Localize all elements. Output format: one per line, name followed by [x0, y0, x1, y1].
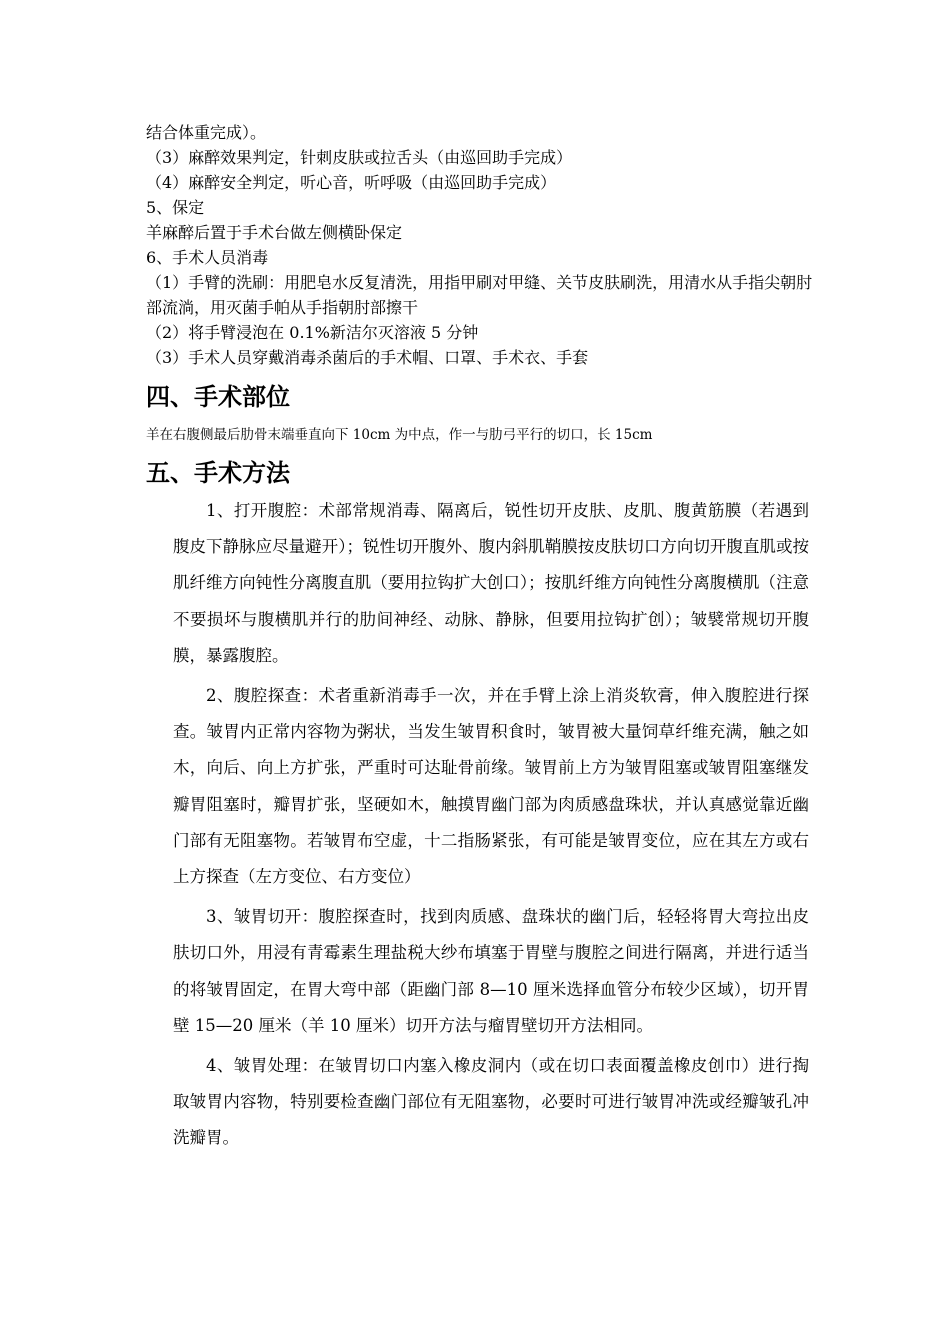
text-line: 羊麻醉后置于手术台做左侧横卧保定: [146, 223, 403, 242]
anesthesia-and-disinfection-text: [146, 120, 816, 370]
text-line: （3）麻醉效果判定，针刺皮肤或拉舌头（由巡回助手完成）: [146, 148, 573, 167]
text-line: （3）手术人员穿戴消毒杀菌后的手术帽、口罩、手术衣、手套: [146, 348, 589, 367]
text-line: （2）将手臂浸泡在 0.1%新洁尔灭溶液 5 分钟: [146, 323, 479, 342]
surgical-method-text: [173, 493, 809, 1161]
surgical-site-text: 羊在右腹侧最后肋骨末端垂直向下 10cm 为中点，作一与肋弓平行的切口，长 15cm: [146, 427, 653, 443]
text-line: （1）手臂的洗刷：用肥皂水反复清洗，用指甲刷对甲缝、关节皮肤刷洗，用清水从手指尖朝肘部流淌，用灭菌手帕从手指朝肘部擦干: [146, 273, 813, 317]
text-line: 5、保定: [146, 198, 205, 217]
section-heading-surgical-method: 五、手术方法: [146, 459, 290, 487]
paragraph: 3、皱胃切开：腹腔探查时，找到肉质感、盘珠状的幽门后，轻轻将胃大弯拉出皮肤切口外，用浸有青霉素生理盐税大纱布填塞于胃壁与腹腔之间进行隔离，并进行适当的将皱胃固定，在胃大弯中部（距幽门部 8—10 厘米选择血管分布较少区域），切开胃壁 15—20 厘米（羊 10 厘米）切开方法与瘤胃壁切开方法相同。: [173, 907, 809, 1035]
text-line: 6、手术人员消毒: [146, 248, 269, 267]
paragraph: 1、打开腹腔：术部常规消毒、隔离后，锐性切开皮肤、皮肌、腹黄筋膜（若遇到腹皮下静脉应尽量避开）；锐性切开腹外、腹内斜肌鞘膜按皮肤切口方向切开腹直肌或按肌纤维方向钝性分离腹直肌（要用拉钩扩大创口）；按肌纤维方向钝性分离腹横肌（注意不要损坏与腹横肌并行的肋间神经、动脉、静脉，但要用拉钩扩创）；皱襞常规切开腹膜，暴露腹腔。: [173, 501, 809, 665]
section-heading-surgical-site: 四、手术部位: [146, 383, 290, 411]
text-line: 结合体重完成）。: [146, 123, 267, 142]
paragraph: 2、腹腔探查：术者重新消毒手一次，并在手臂上涂上消炎软膏，伸入腹腔进行探查。皱胃内正常内容物为粥状，当发生皱胃积食时，皱胃被大量饲草纤维充满，触之如木，向后、向上方扩张，严重时可达耻骨前缘。皱胃前上方为皱胃阻塞或皱胃阻塞继发瓣胃阻塞时，瓣胃扩张，坚硬如木，触摸胃幽门部为肉质感盘珠状，并认真感觉靠近幽门部有无阻塞物。若皱胃布空虚，十二指肠紧张，有可能是皱胃变位，应在其左方或右上方探查（左方变位、右方变位）: [173, 686, 809, 887]
paragraph: 4、皱胃处理：在皱胃切口内塞入橡皮洞内（或在切口表面覆盖橡皮创巾）进行掏取皱胃内容物，特别要检查幽门部位有无阻塞物，必要时可进行皱胃冲洗或经瓣皱孔冲洗瓣胃。: [173, 1056, 809, 1148]
text-line: （4）麻醉安全判定，听心音，听呼吸（由巡回助手完成）: [146, 173, 557, 192]
